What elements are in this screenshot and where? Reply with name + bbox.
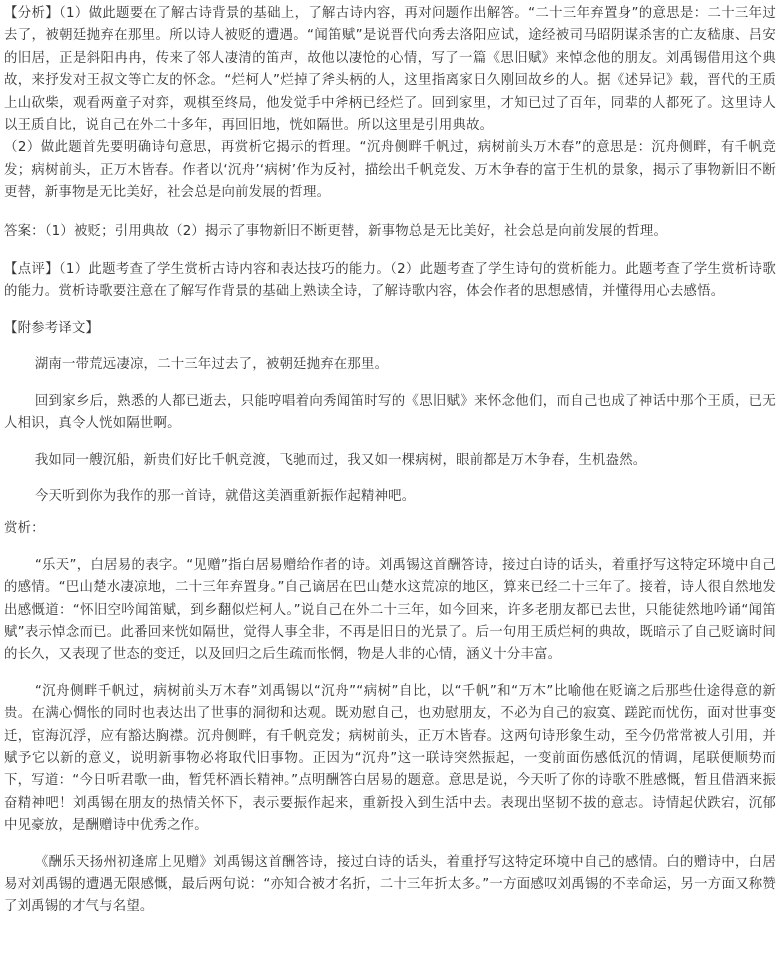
translation-paragraph: 今天听到你为我作的那一首诗，就借这美酒重新振作起精神吧。 — [34, 488, 416, 504]
answer-line: 答案：（1）被贬；引用典故（2）揭示了事物新旧不断更替，新事物总是无比美好，社会总是向前发展的哲理。 — [4, 223, 668, 239]
analysis-part-1: 【分析】（1）做此题要在了解古诗背景的基础上，了解古诗内容，再对问题作出解答。“二十三年弃置身”的意思是：二十三年过去了，被朝廷抛弃在那里。所以诗人被贬的遭遇。“闻笛赋”是说晋代向秀去洛阳应试，途经被司马昭阴谋杀害的亡友嵇康、吕安的旧居，正是斜阳冉冉，传来了邻人凄清的笛声，故他以凄怆的心情，写了一篇《思旧赋》来悼念他的朋友。刘禹锡借用这个典故，来抒发对王叔文等亡友的怀念。“烂柯人”烂掉了斧头柄的人，这里指离家日久刚回故乡的人。据《述异记》载，晋代的王质上山砍柴，观看两童子对弈，观棋至终局，他发觉手中斧柄已经烂了。回到家里，才知已过了百年，同辈的人都死了。这里诗人以王质自比，说自己在外二十多年，再回旧地，恍如隔世。所以这里是引用典故。 — [4, 6, 776, 134]
translation-paragraph: 我如同一艘沉船，新贵们好比千帆竞渡，飞驰而过，我又如一棵病树，眼前都是万木争春，生机盎然。 — [34, 452, 647, 468]
appreciation-paragraph: 《酬乐天扬州初逢席上见赠》刘禹锡这首酬答诗，接过白诗的话头，着重抒写这特定环境中自己的感情。白的赠诗中，白居易对刘禹锡的遭遇无限感慨，最后两句说：“亦知合被才名折，二十三年折太多。”一方面感叹刘禹锡的不幸命运，另一方面又称赞了刘禹锡的才气与名望。 — [4, 854, 776, 915]
appreciation-paragraph: “沉舟侧畔千帆过，病树前头万木春”刘禹锡以“沉舟”“病树”自比，以“千帆”和“万木”比喻他在贬谪之后那些仕途得意的新贵。在满心惆怅的同时也表达出了世事的洞彻和达观。既劝慰自己，也劝慰朋友，不必为自己的寂寞、蹉跎而忧伤，面对世事变迁，宦海沉浮，应有豁达胸襟。沉舟侧畔，有千帆竞发；病树前头，正万木皆春。这两句诗形象生动，至今仍常常被人引用，并赋予它以新的意义，说明新事物必将取代旧事物。正因为“沉舟”这一联诗突然振起，一变前面伤感低沉的情调，尾联便顺势而下，写道：“今日听君歌一曲，暂凭杯酒长精神。”点明酬答白居易的题意。意思是说，今天听了你的诗歌不胜感慨，暂且借酒来振奋精神吧！刘禹锡在朋友的热情关怀下，表示要振作起来，重新投入到生活中去。表现出坚韧不拔的意志。诗情起伏跌宕，沉郁中见豪放，是酬赠诗中优秀之作。 — [4, 683, 776, 834]
appreciation-paragraph: “乐天”，白居易的表字。“见赠”指白居易赠给作者的诗。刘禹锡这首酬答诗，接过白诗的话头，着重抒写这特定环境中自己的感情。“巴山楚水凄凉地，二十三年弃置身。”自己谪居在巴山楚水这荒凉的地区，算来已经二十三年了。接着，诗人很自然地发出感慨道：“怀旧空吟闻笛赋，到乡翻似烂柯人。”说自己在外二十三年，如今回来，许多老朋友都已去世，只能徒然地吟诵“闻笛赋”表示悼念而已。此番回来恍如隔世，觉得人事全非，不再是旧日的光景了。后一句用王质烂柯的典故，既暗示了自己贬谪时间的长久，又表现了世态的变迁，以及回归之后生疏而怅惘，物是人非的心情，涵义十分丰富。 — [4, 557, 776, 663]
appreciation-heading: 赏析： — [4, 521, 45, 537]
translation-paragraph: 湖南一带荒远凄凉，二十三年过去了，被朝廷抛弃在那里。 — [34, 357, 389, 373]
translation-heading: 【附参考译文】 — [4, 320, 100, 336]
comment-section: 【点评】（1）此题考查了学生赏析古诗内容和表达技巧的能力。（2）此题考查了学生诗句的赏析能力。此题考查了学生赏析诗歌的能力。赏析诗歌要注意在了解写作背景的基础上熟读全诗，了解诗歌内容，体会作者的思想感情，并懂得用心去感悟。 — [4, 262, 776, 300]
translation-paragraph: 回到家乡后，熟悉的人都已逝去，只能哼唱着向秀闻笛时写的《思旧赋》来怀念他们，而自己也成了神话中那个王质，已无人相识，真令人恍如隔世啊。 — [4, 393, 776, 432]
analysis-part-2: （2）做此题首先要明确诗句意思，再赏析它揭示的哲理。“沉舟侧畔千帆过，病树前头万木春”的意思是：沉舟侧畔，有千帆竞发；病树前头，正万木皆春。作者以‘沉舟’‘病树’作为反衬，描绘出千帆竞发、万木争春的富于生机的景象，揭示了事物新旧不断更替，新事物是无比美好，社会总是向前发展的哲理。 — [4, 140, 776, 201]
